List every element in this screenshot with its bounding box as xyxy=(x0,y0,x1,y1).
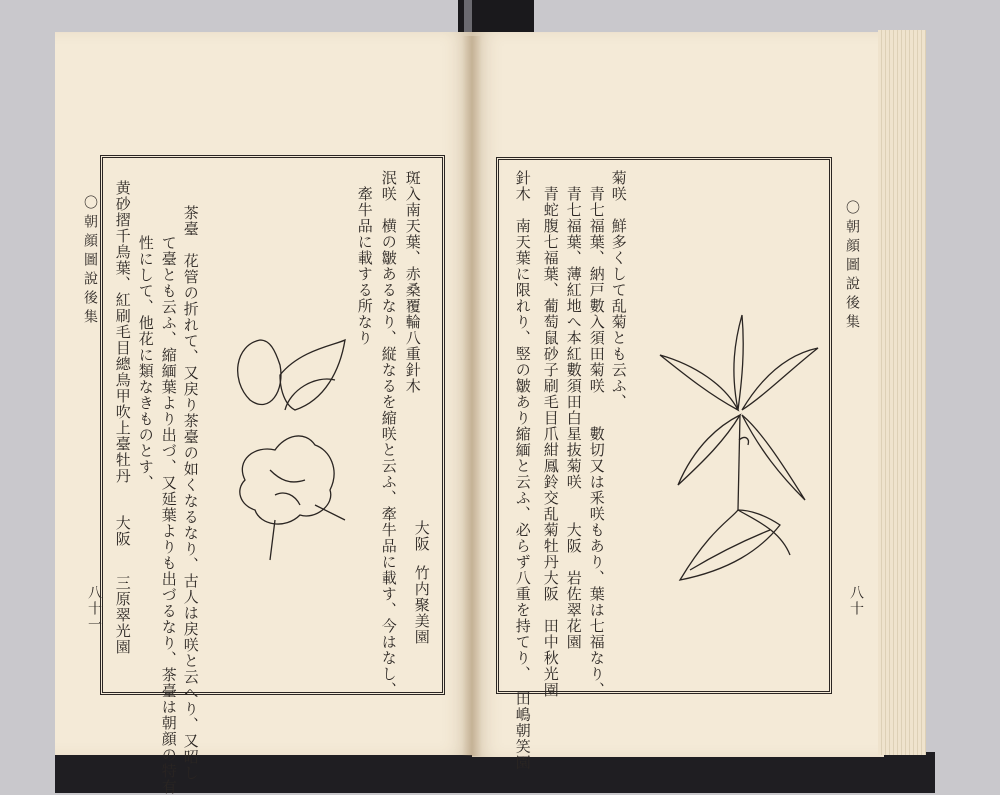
left-col-1: 斑入南天葉、赤桑覆輪八重針木 xyxy=(403,170,422,394)
left-col-6: 茶臺 花管の折れて、又戻り茶臺の如くなるなり、古人は戻咲と云へり、又昭し xyxy=(181,205,200,781)
left-col-2: 泯咲 横の皺あるなり、縦なるを縮咲と云ふ、牽牛品に載す、今はなし、 xyxy=(379,170,398,698)
spine-band xyxy=(464,0,472,36)
page-edges xyxy=(878,30,926,755)
morning-glory-illustration-right xyxy=(650,310,830,600)
left-col-3: 牽牛品に載する所なり xyxy=(355,170,374,346)
right-col-2: 青七福葉、納戸數入須田菊咲 數切又は釆咲もあり、葉は七福なり、 xyxy=(587,170,606,698)
running-head-right: 〇朝顔圖說後集 xyxy=(844,200,860,333)
gutter xyxy=(462,36,482,756)
right-col-3: 青七福葉、薄紅地へ本紅數須田白星抜菊咲 大阪 岩佐翠花園 xyxy=(564,170,583,650)
left-col-7: て臺とも云ふ、縮緬葉より出づ、又延葉よりも出づるなり、茶臺は朝顔の特有 xyxy=(159,235,178,795)
left-col-9: 黄砂摺千鳥葉、紅刷毛目總鳥甲吹上臺牡丹 xyxy=(113,180,132,484)
left-col-10: 大阪 xyxy=(113,515,132,547)
left-col-5: 竹内聚美園 xyxy=(412,565,431,645)
folio-right: 八十 xyxy=(848,585,864,617)
right-col-1: 菊咲 鮮多くして乱菊とも云ふ、 xyxy=(609,170,628,410)
folio-left: 八十一 xyxy=(86,585,102,633)
left-col-11: 三原翠光園 xyxy=(113,575,132,655)
morning-glory-illustration-left xyxy=(215,330,355,570)
book-spine xyxy=(458,0,534,36)
left-col-4: 大阪 xyxy=(412,520,431,552)
right-col-5: 針木 南天葉に限れり、竪の皺あり縮緬と云ふ、必らず八重を持てり、 田嶋朝笑園 xyxy=(513,170,532,771)
left-col-8: 性にして、他花に類なきものとす、 xyxy=(136,235,155,491)
right-col-4: 青蛇腹七福葉、葡萄鼠砂子刷毛目爪紺鳳鈴交乱菊牡丹大阪 田中秋光園 xyxy=(541,170,560,698)
running-head-left: 〇朝顔圖說後集 xyxy=(82,195,98,328)
